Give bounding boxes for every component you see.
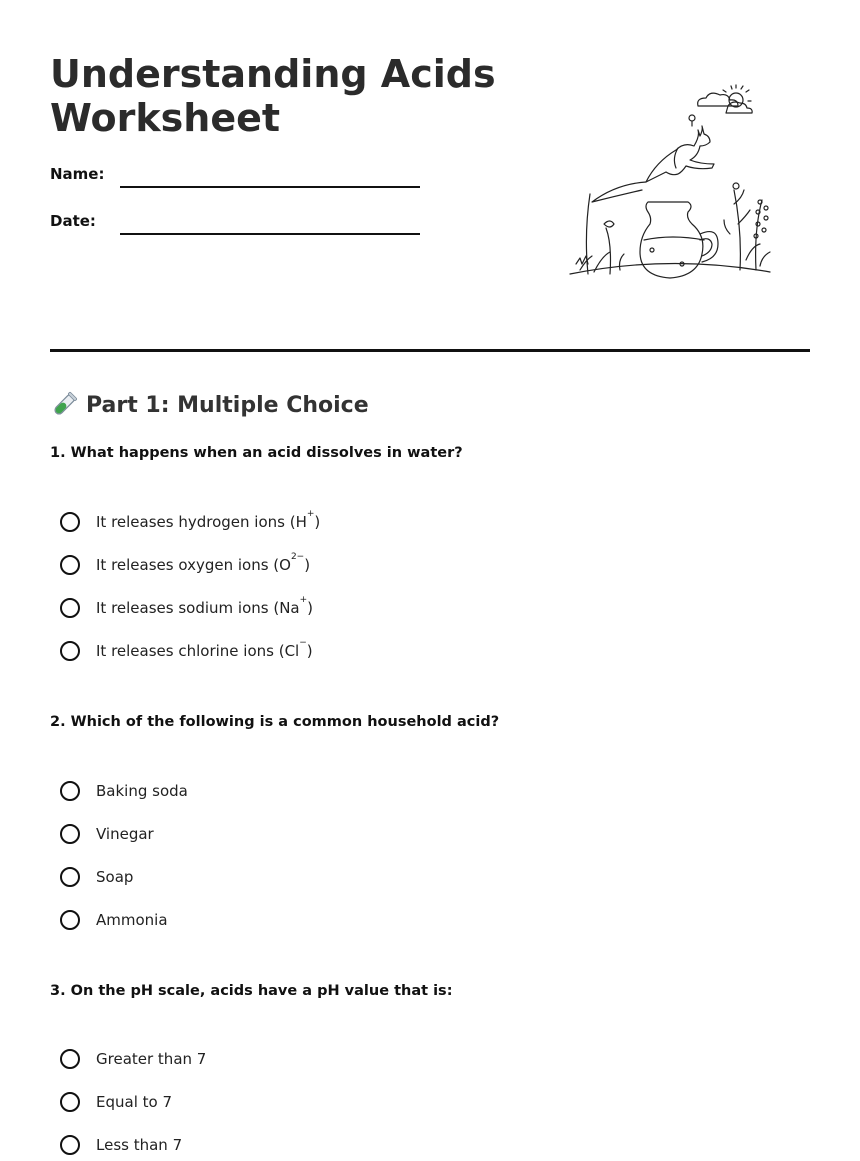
q2-option-a[interactable] xyxy=(60,779,188,803)
option-label: It releases oxygen ions $(O^{2-})$ xyxy=(96,552,311,574)
q2-option-c[interactable] xyxy=(60,865,133,889)
name-label: Name: xyxy=(50,165,105,183)
q3-option-a[interactable] xyxy=(60,1047,206,1071)
q2-option-b[interactable] xyxy=(60,822,154,846)
option-label: Vinegar xyxy=(96,825,154,843)
option-label: Less than 7 xyxy=(96,1136,183,1154)
q1-option-a[interactable] xyxy=(60,510,320,534)
q1-option-d[interactable] xyxy=(60,639,313,663)
test-tube-icon xyxy=(50,391,78,419)
radio-button[interactable] xyxy=(60,910,80,930)
part-1-title: Part 1: Multiple Choice xyxy=(86,392,369,418)
date-line[interactable] xyxy=(120,233,420,235)
question-2: 2. Which of the following is a common household acid? xyxy=(50,714,500,730)
radio-button[interactable] xyxy=(60,641,80,661)
option-label: It releases chlorine ions (Cl−) xyxy=(96,638,313,660)
option-label: Soap xyxy=(96,868,134,886)
kangaroo-pitcher-illustration xyxy=(560,84,780,284)
radio-button[interactable] xyxy=(60,555,80,575)
option-label: Greater than 7 xyxy=(96,1050,207,1068)
radio-button[interactable] xyxy=(60,1092,80,1112)
radio-button[interactable] xyxy=(60,1135,80,1155)
q1-option-b[interactable] xyxy=(60,553,310,577)
radio-button[interactable] xyxy=(60,512,80,532)
radio-button[interactable] xyxy=(60,598,80,618)
radio-button[interactable] xyxy=(60,1049,80,1069)
title-line-2: Worksheet xyxy=(50,96,281,140)
q1-option-c[interactable] xyxy=(60,596,313,620)
radio-button[interactable] xyxy=(60,867,80,887)
question-3: 3. On the pH scale, acids have a pH value that is: xyxy=(50,983,453,999)
radio-button[interactable] xyxy=(60,781,80,801)
part-1-heading xyxy=(50,390,369,420)
date-label: Date: xyxy=(50,212,96,230)
q3-option-b[interactable] xyxy=(60,1090,172,1114)
section-divider xyxy=(50,349,810,352)
name-line[interactable] xyxy=(120,186,420,188)
question-1: 1. What happens when an acid dissolves in water? xyxy=(50,445,463,461)
worksheet-title xyxy=(50,52,510,140)
option-label: Equal to 7 xyxy=(96,1093,173,1111)
q3-option-c[interactable] xyxy=(60,1133,182,1157)
option-label: Baking soda xyxy=(96,782,188,800)
q2-option-d[interactable] xyxy=(60,908,168,932)
title-line-1: Understanding Acids xyxy=(50,52,496,96)
option-label: It releases hydrogen ions (H+) xyxy=(96,509,321,531)
option-label: Ammonia xyxy=(96,911,168,929)
radio-button[interactable] xyxy=(60,824,80,844)
option-label: It releases sodium ions (Na+) xyxy=(96,595,314,617)
